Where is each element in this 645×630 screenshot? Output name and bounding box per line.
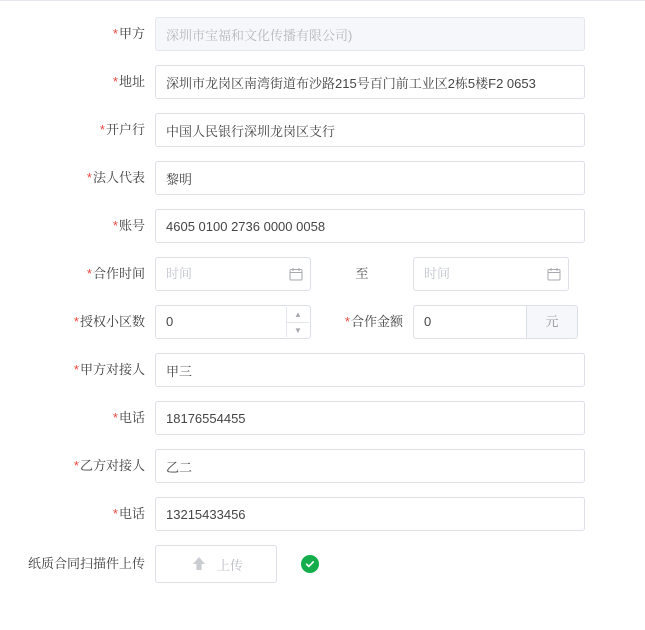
- legal-rep-input[interactable]: [155, 161, 585, 195]
- label-cooperation-period: [0, 257, 155, 291]
- party-b-phone-input[interactable]: [155, 497, 585, 531]
- label-text: 地址: [118, 74, 145, 89]
- amount-unit-label: 元: [526, 306, 577, 338]
- label-text: 授权小区数: [79, 314, 145, 329]
- contract-form: [0, 1, 645, 583]
- party-a-phone-input[interactable]: [155, 401, 585, 435]
- calendar-icon: [289, 267, 303, 281]
- cooperation-amount-field[interactable]: [413, 305, 578, 339]
- upload-icon: [189, 554, 209, 574]
- account-input[interactable]: [155, 209, 585, 243]
- address-input[interactable]: [155, 65, 585, 99]
- form-row-legal-rep: [0, 161, 645, 195]
- label-legal-rep: [0, 161, 155, 195]
- label-text: 甲方: [118, 26, 145, 41]
- upload-button[interactable]: [155, 545, 277, 583]
- party-a-input[interactable]: [155, 17, 585, 51]
- label-address: [0, 65, 155, 99]
- label-contract-upload: 纸质合同扫描件上传: [27, 556, 145, 571]
- stepper-arrows: [286, 307, 309, 337]
- party-b-contact-input[interactable]: [155, 449, 585, 483]
- form-row-community-count: [0, 305, 645, 339]
- form-row-cooperation-period: [0, 257, 645, 291]
- field-legal-rep: [155, 161, 645, 195]
- label-text: 法人代表: [92, 170, 145, 185]
- cooperation-amount-input[interactable]: [414, 306, 526, 338]
- upload-button-label: 上传: [216, 557, 243, 573]
- label-party-a-phone: [0, 401, 155, 435]
- community-count-stepper[interactable]: [155, 305, 311, 339]
- required-marker: *: [344, 314, 350, 329]
- label-text: 开户行: [105, 122, 145, 137]
- label-party-a: [0, 17, 155, 51]
- field-contract-upload: [155, 545, 645, 583]
- required-marker: *: [112, 506, 118, 521]
- label-cooperation-amount: [311, 305, 413, 339]
- label-party-a-contact: [0, 353, 155, 387]
- label-text: 电话: [118, 506, 145, 521]
- form-row-address: [0, 65, 645, 99]
- form-row-account: [0, 209, 645, 243]
- required-marker: *: [99, 122, 105, 137]
- required-marker: *: [86, 170, 92, 185]
- label-account: [0, 209, 155, 243]
- label-text: 合作时间: [92, 266, 145, 281]
- stepper-increment-icon[interactable]: ▲: [287, 307, 309, 323]
- label-party-b-phone: [0, 497, 155, 531]
- form-row-party-b-contact: [0, 449, 645, 483]
- label-text: 电话: [118, 410, 145, 425]
- form-row-bank: [0, 113, 645, 147]
- field-party-a-phone: [155, 401, 645, 435]
- label-text: 合作金额: [350, 314, 403, 329]
- label-text: 甲方对接人: [79, 362, 145, 377]
- check-circle-icon: [301, 555, 319, 573]
- required-marker: *: [112, 410, 118, 425]
- required-marker: *: [112, 26, 118, 41]
- form-row-party-a-phone: [0, 401, 645, 435]
- field-party-a: [155, 17, 645, 51]
- calendar-icon: [547, 267, 561, 281]
- label-text: 账号: [118, 218, 145, 233]
- end-date-picker[interactable]: [413, 257, 569, 291]
- label-bank: [0, 113, 155, 147]
- required-marker: *: [112, 218, 118, 233]
- field-party-a-contact: [155, 353, 645, 387]
- required-marker: *: [112, 74, 118, 89]
- required-marker: *: [86, 266, 92, 281]
- field-community-count: [155, 305, 645, 339]
- form-row-contract-upload: [0, 545, 645, 583]
- required-marker: *: [73, 314, 79, 329]
- field-bank: [155, 113, 645, 147]
- field-party-b-contact: [155, 449, 645, 483]
- form-row-party-a-contact: [0, 353, 645, 387]
- stepper-decrement-icon[interactable]: ▼: [294, 325, 302, 335]
- label-text: 乙方对接人: [79, 458, 145, 473]
- label-party-b-contact: [0, 449, 155, 483]
- field-cooperation-period: [155, 257, 645, 291]
- form-row-party-b-phone: [0, 497, 645, 531]
- label-community-count: [0, 305, 155, 339]
- bank-input[interactable]: [155, 113, 585, 147]
- end-date-input[interactable]: [414, 258, 568, 290]
- party-a-contact-input[interactable]: [155, 353, 585, 387]
- required-marker: *: [73, 458, 79, 473]
- form-row-party-a: [0, 17, 645, 51]
- start-date-picker[interactable]: [155, 257, 311, 291]
- start-date-input[interactable]: [156, 258, 310, 290]
- date-range-separator: 至: [355, 266, 369, 281]
- field-account: [155, 209, 645, 243]
- required-marker: *: [73, 362, 79, 377]
- field-address: [155, 65, 645, 99]
- field-party-b-phone: [155, 497, 645, 531]
